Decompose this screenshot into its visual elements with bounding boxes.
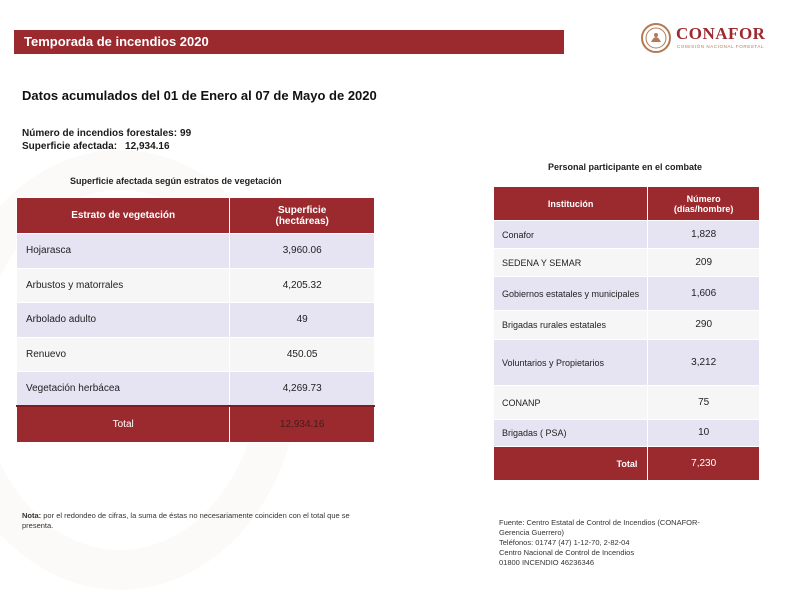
row-name: Vegetación herbácea <box>17 372 230 407</box>
seal-icon <box>640 22 672 54</box>
total-row <box>17 406 375 442</box>
vegetation-table <box>16 197 375 443</box>
row-value: 290 <box>648 311 760 340</box>
header-number <box>648 187 760 221</box>
row-name: Renuevo <box>17 337 230 372</box>
table-row <box>494 277 760 311</box>
header-institution: Institución <box>494 187 648 221</box>
row-name: Gobiernos estatales y municipales <box>494 277 648 311</box>
row-name: CONANP <box>494 386 648 420</box>
row-value: 49 <box>230 303 375 338</box>
row-value: 450.05 <box>230 337 375 372</box>
header-stratum: Estrato de vegetación <box>17 198 230 234</box>
source-line: Gerencia Guerrero) <box>499 528 565 537</box>
footnote <box>22 511 362 531</box>
source-line: Fuente: Centro Estatal de Control de Incendios (CONAFOR- <box>499 518 700 527</box>
area-line <box>22 140 191 153</box>
fires-value: 99 <box>180 128 192 139</box>
row-name: Hojarasca <box>17 234 230 269</box>
header-area <box>230 198 375 234</box>
row-value: 4,269.73 <box>230 372 375 407</box>
total-value: 12,934.16 <box>230 406 375 442</box>
area-label: Superficie afectada: <box>22 141 118 152</box>
table-row <box>494 311 760 340</box>
row-name: Voluntarios y Propietarios <box>494 340 648 386</box>
personnel-table <box>493 186 760 481</box>
table-row <box>17 337 375 372</box>
row-name: Brigadas ( PSA) <box>494 420 648 447</box>
total-value: 7,230 <box>648 447 760 481</box>
row-value: 4,205.32 <box>230 268 375 303</box>
row-value: 3,212 <box>648 340 760 386</box>
table-row <box>17 372 375 407</box>
vegetation-caption: Superficie afectada según estratos de vegetación <box>70 176 282 186</box>
summary <box>22 127 191 153</box>
header-bar <box>14 30 564 54</box>
page-title: Datos acumulados del 01 de Enero al 07 de Mayo de 2020 <box>22 88 377 103</box>
fires-line <box>22 127 191 140</box>
header-number-line1: Número <box>686 193 721 204</box>
source-block <box>499 518 779 568</box>
table-row <box>494 386 760 420</box>
row-name: Arbustos y matorrales <box>17 268 230 303</box>
header-area-line1: Superficie <box>277 204 327 216</box>
row-name: Brigadas rurales estatales <box>494 311 648 340</box>
area-value: 12,934.16 <box>125 141 170 152</box>
row-name: Arbolado adulto <box>17 303 230 338</box>
header-area-line2: (hectáreas) <box>275 215 329 227</box>
header-number-line2: (días/hombre) <box>673 203 734 214</box>
row-value: 3,960.06 <box>230 234 375 269</box>
total-label: Total <box>494 447 648 481</box>
table-row <box>494 420 760 447</box>
note-text: por el redondeo de cifras, la suma de éstas no necesariamente coinciden con el total que se presenta. <box>22 511 350 530</box>
row-value: 209 <box>648 249 760 277</box>
row-value: 75 <box>648 386 760 420</box>
table-row <box>494 221 760 249</box>
table-header-row <box>494 187 760 221</box>
source-line: Centro Nacional de Control de Incendios <box>499 548 635 557</box>
table-row <box>17 268 375 303</box>
table-row <box>17 234 375 269</box>
header-title: Temporada de incendios 2020 <box>24 34 209 49</box>
row-name: Conafor <box>494 221 648 249</box>
personnel-caption: Personal participante en el combate <box>548 162 703 172</box>
total-label: Total <box>17 406 230 442</box>
table-header-row <box>17 198 375 234</box>
source-line: Teléfonos: 01747 (47) 1-12-70, 2-82-04 <box>499 538 630 547</box>
logo-subtitle: COMISIÓN NACIONAL FORESTAL <box>677 44 765 49</box>
table-row <box>494 340 760 386</box>
fires-label: Número de incendios forestales: <box>22 128 178 139</box>
row-value: 1,606 <box>648 277 760 311</box>
source-line: 01800 INCENDIO 46236346 <box>499 558 595 567</box>
table-row <box>494 249 760 277</box>
row-value: 10 <box>648 420 760 447</box>
conafor-logo <box>640 22 795 56</box>
row-value: 1,828 <box>648 221 760 249</box>
logo-name: CONAFOR <box>676 24 766 43</box>
row-name: SEDENA Y SEMAR <box>494 249 648 277</box>
note-label: Nota: <box>22 511 42 520</box>
total-row <box>494 447 760 481</box>
table-row <box>17 303 375 338</box>
